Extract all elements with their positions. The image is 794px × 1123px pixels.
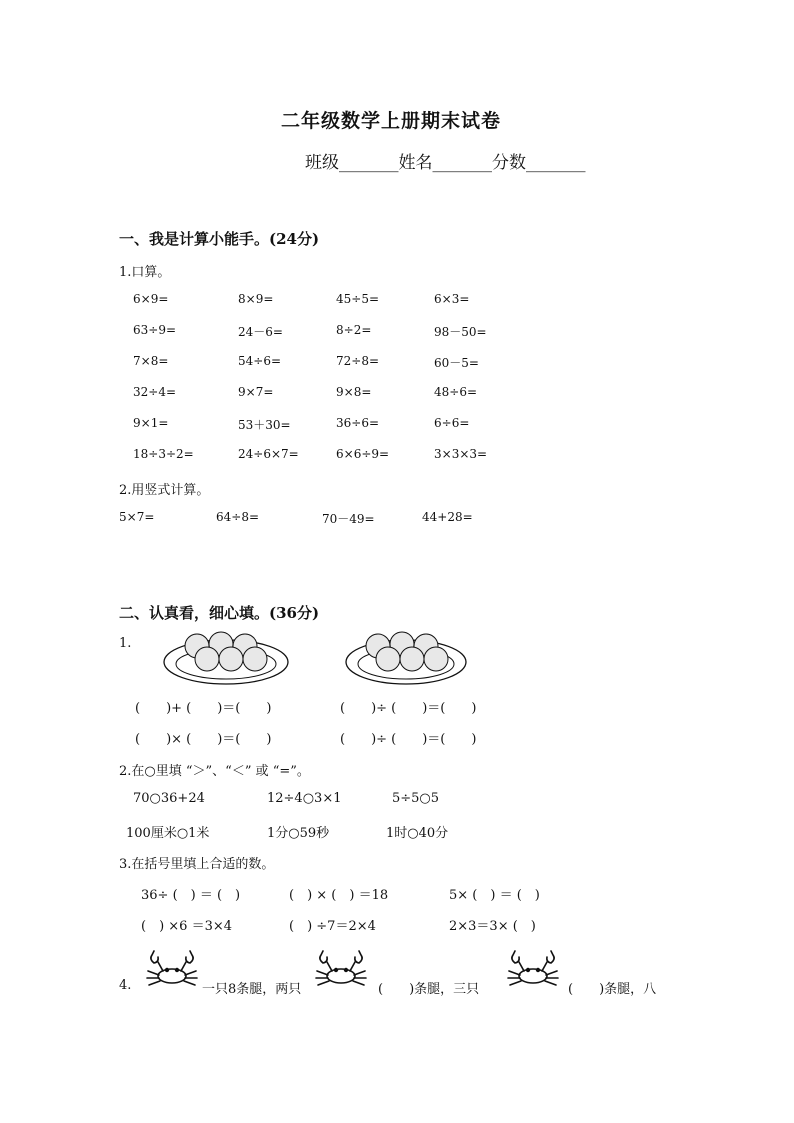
fill-number-item: ( ) ÷7＝2×4 [289, 919, 376, 934]
fill-number-item: ( ) ×6 ＝3×4 [141, 919, 233, 934]
oral-item: 72÷8= [336, 354, 380, 368]
question-1-2-label: 2.用竖式计算。 [119, 483, 210, 498]
oral-item: 8÷2= [336, 323, 372, 337]
oral-item: 9×8= [336, 385, 372, 399]
oral-item: 18÷3÷2= [133, 447, 194, 461]
crab-text-2: ( )条腿，三只 [378, 982, 480, 997]
question-2-4-number: 4. [119, 978, 132, 993]
oral-item: 60－5= [434, 356, 479, 370]
oral-item: 7×8= [133, 354, 169, 368]
question-2-1-number: 1. [119, 636, 132, 651]
fill-number-item: ( ) × ( ) ＝18 [289, 888, 389, 903]
crab-text-1: 一只8条腿，两只 [202, 982, 302, 997]
equation-blank: ( )+ ( )＝( ) [135, 701, 272, 716]
vertical-item: 44+28= [422, 510, 473, 524]
fill-number-item: 36÷ ( ) ＝ ( ) [141, 888, 241, 903]
crab-illustration [312, 947, 370, 991]
oral-item: 6×9= [133, 292, 169, 306]
page-title: 二年级数学上册期末试卷 [281, 110, 502, 132]
equation-blank: ( )× ( )＝( ) [135, 732, 272, 747]
vertical-item: 5×7= [119, 510, 155, 524]
plate-with-apples-illustration [346, 626, 476, 688]
vertical-item: 64÷8= [216, 510, 260, 524]
oral-item: 32÷4= [133, 385, 177, 399]
oral-item: 24－6= [238, 325, 283, 339]
oral-item: 54÷6= [238, 354, 282, 368]
oral-item: 9×7= [238, 385, 274, 399]
compare-item: 5÷5○5 [392, 791, 440, 806]
compare-item: 1时○40分 [386, 826, 449, 841]
crab-illustration [143, 947, 201, 991]
student-info-line: 班级_______姓名_______分数_______ [305, 153, 586, 173]
compare-item: 70○36+24 [133, 791, 205, 806]
oral-item: 3×3×3= [434, 447, 488, 461]
oral-item: 6×3= [434, 292, 470, 306]
compare-item: 1分○59秒 [267, 826, 330, 841]
fill-number-item: 2×3＝3× ( ) [449, 919, 536, 934]
section-1-heading: 一、我是计算小能手。(24分) [119, 230, 320, 248]
oral-item: 24÷6×7= [238, 447, 299, 461]
compare-item: 12÷4○3×1 [267, 791, 342, 806]
plate-with-apples-illustration [164, 626, 294, 688]
equation-blank: ( )÷ ( )＝( ) [340, 732, 477, 747]
crab-text-3: ( )条腿，八 [568, 982, 657, 997]
oral-item: 8×9= [238, 292, 274, 306]
oral-item: 9×1= [133, 416, 169, 430]
vertical-item: 70－49= [322, 512, 375, 526]
oral-item: 6÷6= [434, 416, 470, 430]
question-1-1-label: 1.口算。 [119, 265, 171, 280]
question-2-2-label: 2.在○里填 “＞”、“＜” 或 “=”。 [119, 764, 310, 779]
oral-item: 48÷6= [434, 385, 478, 399]
section-2-heading: 二、认真看，细心填。(36分) [119, 604, 320, 622]
oral-item: 53＋30= [238, 418, 291, 432]
compare-item: 100厘米○1米 [126, 826, 210, 841]
oral-item: 36÷6= [336, 416, 380, 430]
equation-blank: ( )÷ ( )＝( ) [340, 701, 477, 716]
fill-number-item: 5× ( ) ＝ ( ) [449, 888, 540, 903]
oral-item: 6×6÷9= [336, 447, 390, 461]
oral-item: 45÷5= [336, 292, 380, 306]
crab-illustration [504, 947, 562, 991]
question-2-3-label: 3.在括号里填上合适的数。 [119, 857, 275, 872]
oral-item: 63÷9= [133, 323, 177, 337]
oral-item: 98－50= [434, 325, 487, 339]
